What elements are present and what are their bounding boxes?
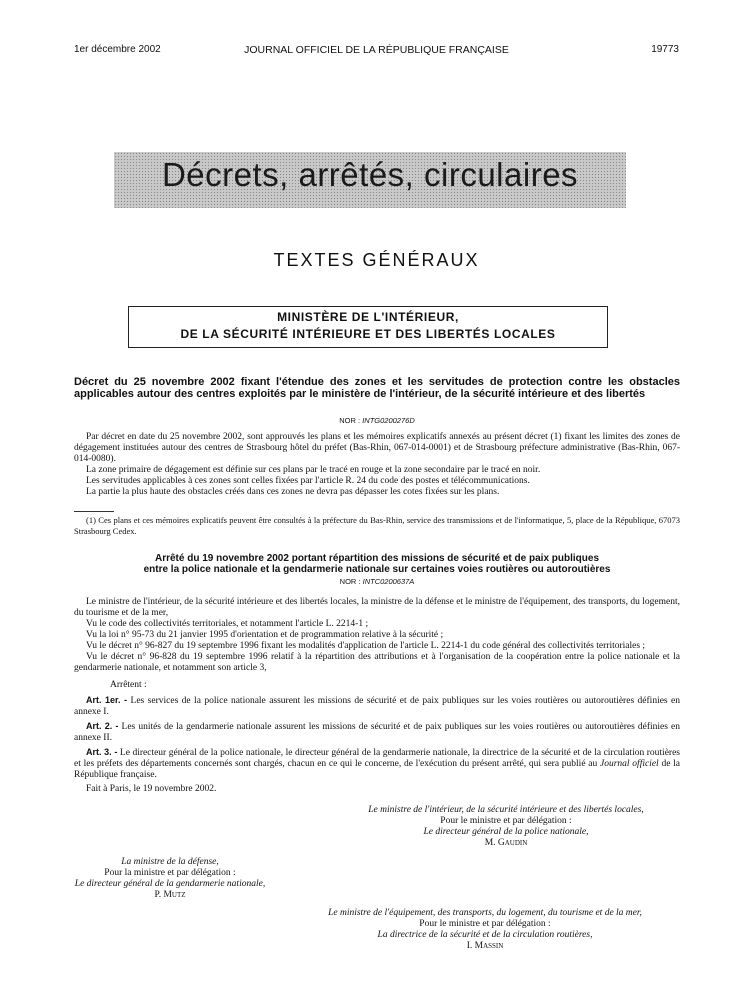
- article-2-label: Art. 2. -: [86, 721, 119, 731]
- signature-name: I. Massin: [466, 941, 504, 951]
- signature-role: La ministre de la défense,: [121, 857, 219, 867]
- signature-role: Le ministre de l'intérieur, de la sécurité intérieure et des libertés locales,: [368, 805, 644, 815]
- arrete-body: [74, 597, 680, 795]
- arrete-title-line-2: entre la police nationale et la gendarmerie nationale sur certaines voies routières ou autoroutières: [143, 564, 611, 575]
- arrete-vu: Vu le décret n° 96-827 du 19 septembre 1996 fixant les modalités d'application de l'article L. 2214-1 du code général des collectivités territoriales ;: [86, 641, 646, 651]
- article-1-text: Les services de la police nationale assurent les missions de sécurité et de paix publiques sur les voies routières ou autoroutières définies en annexe I.: [74, 696, 681, 717]
- decree-footnote: (1) Ces plans et ces mémoires explicatifs peuvent être consultés à la préfecture du Bas-Rhin, service des transmissions et de l'informatique, 5, place de la République, 67073 Strasbourg Cedex.: [74, 515, 680, 536]
- article-2: [74, 721, 680, 744]
- decree-title: Décret du 25 novembre 2002 fixant l'étendue des zones et les servitudes de protection contre les obstacles applicables autour des centres exploités par le ministère de l'intérieur, de la sécurité intérieure et des libertés: [74, 376, 680, 400]
- signature-title: La directrice de la sécurité et de la circulation routières,: [377, 930, 593, 940]
- signature-role: Le ministre de l'équipement, des transports, du logement, du tourisme et de la mer,: [328, 908, 642, 918]
- arrete-vu: Vu la loi n° 95-73 du 21 janvier 1995 d'orientation et de programmation relative à la sécurité ;: [86, 630, 444, 640]
- header-journal: JOURNAL OFFICIEL DE LA RÉPUBLIQUE FRANÇAISE: [244, 44, 509, 56]
- section-title: TEXTES GÉNÉRAUX: [273, 250, 480, 270]
- signature-delegation: Pour le ministre et par délégation :: [419, 919, 551, 929]
- arrete-intro: Le ministre de l'intérieur, de la sécurité intérieure et des libertés locales, la ministre de la défense et le ministre de l'équipement, des transports, du logement, du tourisme et de la mer,: [74, 597, 680, 618]
- header-date: 1er décembre 2002: [74, 44, 161, 55]
- footnote-rule: [74, 511, 114, 512]
- ministry-line-2: DE LA SÉCURITÉ INTÉRIEURE ET DES LIBERTÉS LOCALES: [180, 327, 556, 341]
- decree-paragraph: La partie la plus haute des obstacles créés dans ces zones ne devra pas dépasser les cotes fixées sur les plans.: [86, 487, 500, 497]
- signature-title: Le directeur général de la police nationale,: [423, 827, 589, 837]
- article-3-text-a: Le directeur général de la police nationale, le directeur général de la gendarmerie nationale, la directrice de la sécurité et de la circulation routières et les préfets des départements concernés sont chargés, chacun en ce qui le concerne, de l'exécution du présent arrêté, qui sera publié au: [74, 748, 680, 769]
- decree-paragraph: Les servitudes applicables à ces zones sont celles fixées par l'article R. 24 du code des postes et télécommunications.: [86, 476, 530, 486]
- arrete-vu: Vu le code des collectivités territoriales, et notamment l'article L. 2214-1 ;: [86, 619, 369, 629]
- article-1-label: Art. 1er. -: [86, 695, 128, 705]
- signature-name: P. Mutz: [154, 890, 186, 900]
- signature-interior: [300, 805, 712, 849]
- decree-nor-label: NOR :: [339, 416, 361, 425]
- article-3-journal-officiel: Journal officiel: [600, 759, 659, 769]
- arrete-title: [74, 553, 680, 575]
- arrete-nor: [74, 577, 680, 586]
- ministry-box: [128, 306, 608, 348]
- article-2-text: Les unités de la gendarmerie nationale assurent les missions de sécurité et de paix publiques sur les voies routières ou autoroutières définies en annexe II.: [74, 722, 680, 743]
- arrete-vu: Vu le décret n° 96-828 du 19 septembre 1996 relatif à la répartition des attributions et à l'organisation de la coopération entre la police nationale et la gendarmerie nationale, et notamment son article 3,: [74, 652, 680, 673]
- signature-title: Le directeur général de la gendarmerie nationale,: [74, 879, 266, 889]
- signature-delegation: Pour la ministre et par délégation :: [104, 868, 236, 878]
- signature-equipment: [292, 908, 678, 952]
- decree-nor: [74, 416, 680, 425]
- decree-nor-code: INTG0200276D: [362, 416, 415, 425]
- signature-defense: [70, 857, 270, 901]
- article-1: [74, 695, 680, 718]
- decree-paragraph: Par décret en date du 25 novembre 2002, sont approuvés les plans et les mémoires explicatifs annexés au présent décret (1) fixant les limites des zones de dégagement instituées autour des centres de Strasbourg hôtel du préfet (Bas-Rhin, 067-014-0001) et de Strasbourg préfecture administrative (Bas-Rhin, 067-014-0080).: [74, 432, 680, 464]
- arrete-title-line-1: Arrêté du 19 novembre 2002 portant répartition des missions de sécurité et de paix publiques: [154, 553, 600, 564]
- decree-body: [74, 432, 680, 498]
- ministry-line-1: MINISTÈRE DE L'INTÉRIEUR,: [277, 310, 459, 324]
- arrete-arretent: Arrêtent :: [110, 680, 147, 690]
- article-3-label: Art. 3. -: [86, 747, 118, 757]
- arrete-nor-code: INTC0200637A: [362, 577, 415, 586]
- decree-paragraph: La zone primaire de dégagement est définie sur ces plans par le tracé en rouge et la zone secondaire par le tracé en noir.: [86, 465, 541, 475]
- section-banner: [114, 152, 626, 208]
- header-page-number: 19773: [651, 44, 679, 55]
- arrete-nor-label: NOR :: [339, 577, 361, 586]
- article-3: [74, 747, 680, 781]
- arrete-place-date: Fait à Paris, le 19 novembre 2002.: [86, 784, 217, 794]
- banner-title: Décrets, arrêtés, circulaires: [161, 156, 579, 193]
- signature-delegation: Pour le ministre et par délégation :: [440, 816, 572, 826]
- signature-name: M. Gaudin: [484, 838, 528, 848]
- article-3-text-b: de la République française.: [74, 759, 681, 780]
